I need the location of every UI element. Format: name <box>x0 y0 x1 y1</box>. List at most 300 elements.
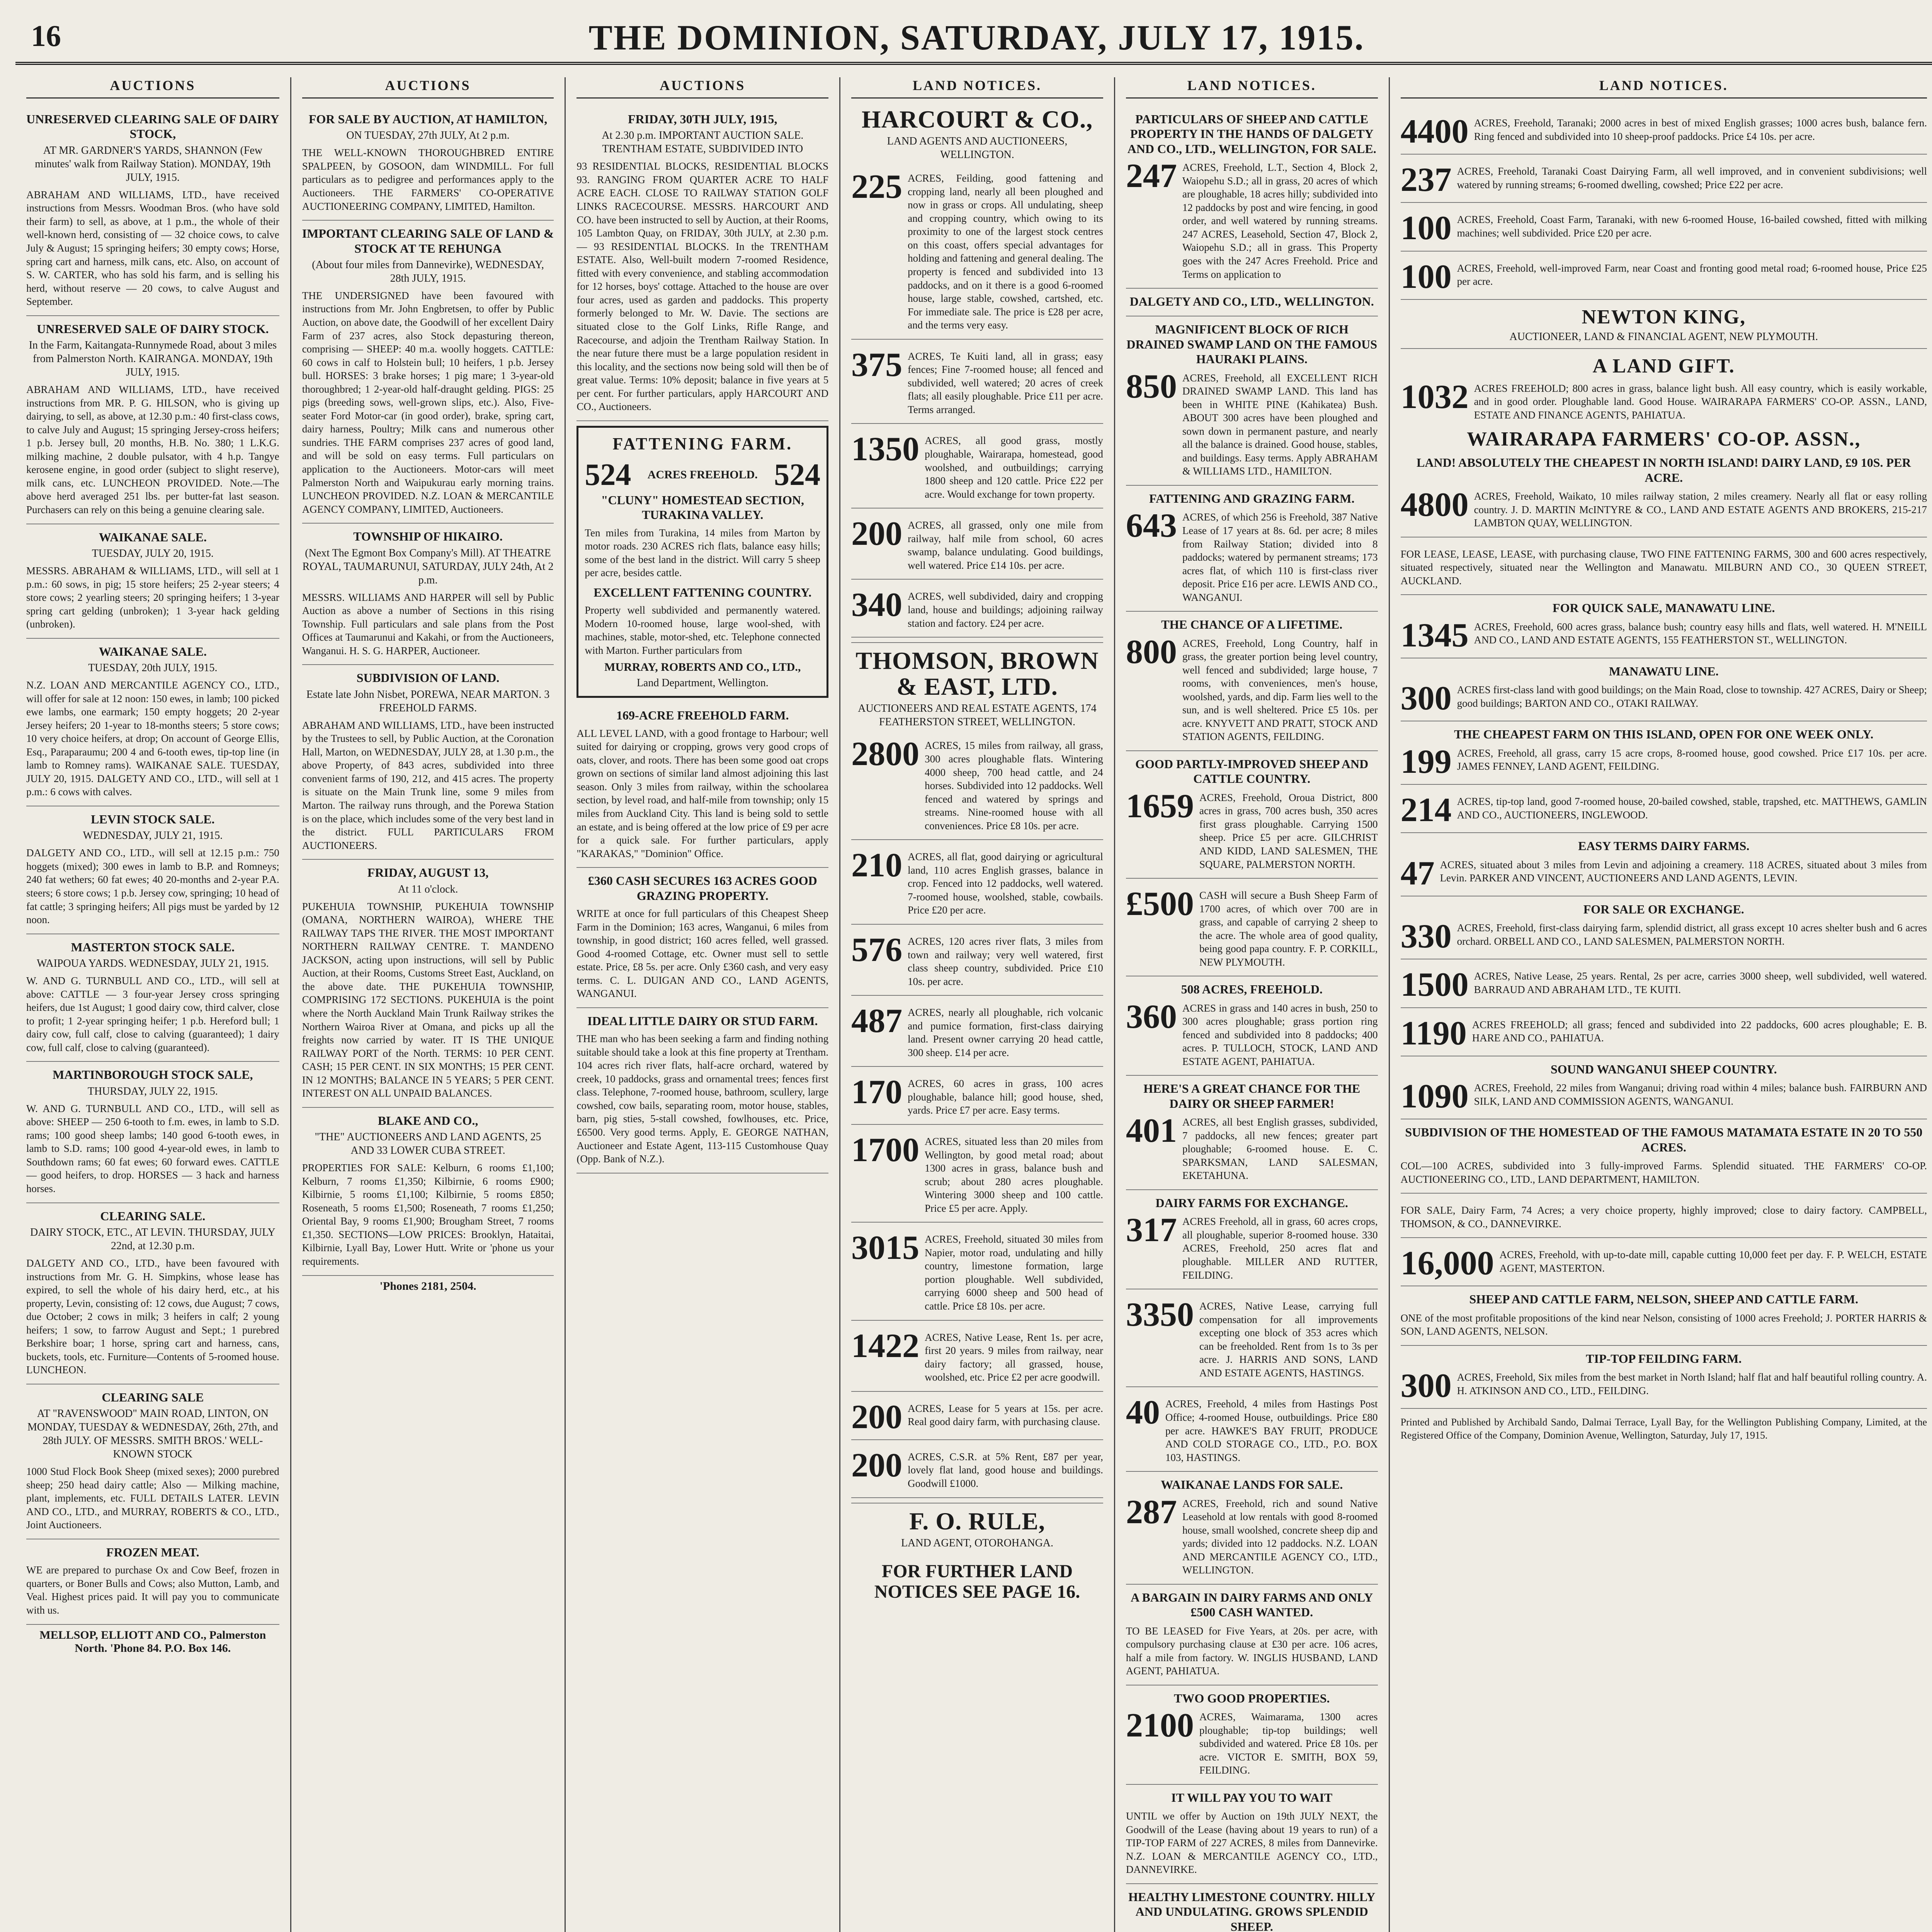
fattening-farm-ad <box>577 426 828 698</box>
listing-text: FOR LEASE, LEASE, LEASE, with purchasing clause, TWO FINE FATTENING FARMS, 300 and 600 acres respectively, situated respectively, situated near the Wellington and Manawatu. MILBURN AND CO., 30 QUEEN STREET, AUCKLAND. <box>1400 548 1927 587</box>
listing-item <box>1401 833 1927 896</box>
listing-item <box>1126 486 1378 612</box>
firm-description: AUCTIONEERS AND REAL ESTATE AGENTS, 174 FEATHERSTON STREET, WELLINGTON. <box>858 702 1097 728</box>
listing-text: ACRES, Freehold, situated 30 miles from Napier, motor road, undulating and hilly country, limestone formation, large portion ploughable. Well subdivided, carrying 6000 sheep and 500 head of cattle. Price £8 10s. per acre. <box>925 1233 1103 1312</box>
acreage-number: 200 <box>851 1446 903 1484</box>
ad-body: DALGETY AND CO., LTD., have been favoured with instructions from Mr. G. H. Simpkins, whose lease has expired, to sell the whole of his dairy herd, etc., at his property, Levin, consisting of: 12 cows, due August; 7 cows, due October; 2 cows in milk; 3 heifers in calf; 2 young heifers; 1 sow, to farrow August and Sept.; 1 purebred Berkshire boar; 1 horse, spring cart and harness, cans, buckets, tools, etc. Furniture—Contents of 5-roomed house. LUNCHEON. <box>26 1257 279 1376</box>
listing-row <box>851 735 1103 832</box>
acreage-number: 3015 <box>851 1229 920 1267</box>
ad-heading: BLAKE AND CO., <box>378 1113 478 1128</box>
acreage-number: 170 <box>851 1073 903 1111</box>
acreage-number: 1032 <box>1400 378 1469 416</box>
listing-row <box>1400 113 1927 150</box>
ad-list <box>577 702 828 1173</box>
listing-item <box>1401 959 1927 1008</box>
listing-item <box>851 1392 1103 1440</box>
listing-row <box>851 168 1103 332</box>
ad-heading: FATTENING FARM. <box>612 434 793 453</box>
listing-item <box>851 925 1103 996</box>
listing-text: ACRES, Freehold, Six miles from the best market in North Island; half flat and half beautiful rolling country. A. H. ATKINSON AND CO., LTD., FEILDING. <box>1457 1371 1927 1396</box>
column-heading: AUCTIONS <box>26 77 279 99</box>
listing-item <box>1126 1785 1378 1884</box>
listing-heading: DAIRY FARMS FOR EXCHANGE. <box>1155 1196 1348 1210</box>
listing-item <box>1126 1076 1378 1190</box>
listing-text: ACRES, Native Lease, carrying full compensation for all improvements excepting one block of 353 acres which can be freeholded. Rent from 1s to 3s per acre. J. HARRIS AND SONS, LAND AND ESTATE AGENTS, HASTINGS. <box>1199 1300 1378 1379</box>
listing-item <box>851 1440 1103 1498</box>
ad-heading: CLEARING SALE. <box>100 1209 206 1223</box>
listing-text: ACRES FREEHOLD; all grass; fenced and subdivided into 22 paddocks, 600 acres ploughable; E. B. HARE AND CO., PAHIATUA. <box>1472 1019 1927 1044</box>
listing-row <box>1400 616 1927 654</box>
ad-subheading: In the Farm, Kaitangata-Runnymede Road, about 3 miles from Palmerston North. KAIRANGA. MONDAY, 19th JULY, 1915. <box>29 339 277 379</box>
ad-subheading: THURSDAY, JULY 22, 1915. <box>87 1085 218 1097</box>
listing-row <box>851 1073 1103 1117</box>
listing-item <box>1401 252 1927 300</box>
acreage-number: 16,000 <box>1400 1245 1494 1282</box>
acreage-number: 100 <box>1400 209 1452 247</box>
listing-row <box>851 346 1103 417</box>
auction-ad <box>577 868 828 1008</box>
acreage-number: 3350 <box>1126 1296 1194 1334</box>
ad-body: ABRAHAM AND WILLIAMS, LTD., have been instructed by the Trustees to sell, by Public Auction, at the Coronation Hall, Marton, on WEDNESDAY, JULY 28, at 1.30 p.m., the above Property, of 843 acres, subdivided into three convenient farms of 190, 212, and 415 acres. The property is situate on the Main Trunk line, some 9 miles from Marton. The railway runs through, and the Porewa Station is on the place, which includes some of the very best land in the district. FULL PARTICULARS FROM AUCTIONEERS. <box>302 719 554 851</box>
firm-name: HARCOURT & CO., <box>861 105 1093 133</box>
ad-subheading: WEDNESDAY, JULY 21, 1915. <box>83 830 223 842</box>
ad-heading: A LAND GIFT. <box>1592 355 1735 378</box>
listing-text: ACRES, all flat, good dairying or agricultural land, 110 acres English grasses, balance in crop. Fenced into 12 paddocks, well watered. 7-roomed house, woolshed, stable, cowbails. Price £20 per acre. <box>908 851 1103 916</box>
auction-ad <box>26 524 279 639</box>
listing-item <box>1126 1190 1378 1289</box>
listing-row <box>1126 157 1378 281</box>
listing-item <box>1401 1346 1927 1409</box>
listing-text: ACRES, 60 acres in grass, 100 acres ploughable, balance hill; good house, shed, yards. Price £7 per acre. Easy terms. <box>908 1078 1103 1116</box>
listing-heading: PARTICULARS OF SHEEP AND CATTLE PROPERTY IN THE HANDS OF DALGETY AND CO., LTD., WELLINGTON, FOR SALE. <box>1127 112 1376 156</box>
ad-subheading: WAIPOUA YARDS. WEDNESDAY, JULY 21, 1915. <box>37 957 269 970</box>
listing-heading: MANAWATU LINE. <box>1609 664 1719 678</box>
listing-row <box>1401 1159 1927 1186</box>
listing-text: ACRES, Freehold, with up-to-date mill, capable cutting 10,000 feet per day. F. P. WELCH, ESTATE AGENT, MASTERTON. <box>1499 1249 1927 1274</box>
ad-heading: 169-ACRE FREEHOLD FARM. <box>616 708 789 723</box>
listing-text: ACRES, Freehold, well-improved Farm, near Coast and fronting good metal road; 6-roomed house, Price £25 per acre. <box>1457 262 1927 287</box>
listing-heading: A BARGAIN IN DAIRY FARMS AND ONLY £500 CASH WANTED. <box>1131 1590 1373 1619</box>
listing-row <box>1400 966 1927 1004</box>
advertiser-address: Land Department, Wellington. <box>636 677 769 689</box>
firm-description: LAND AGENT, OTOROHANGA. <box>901 1537 1054 1549</box>
listing-list <box>1401 106 1927 300</box>
listing-row <box>851 1398 1103 1436</box>
ad-heading: WAIKANAE SALE. <box>99 644 207 658</box>
ad-subheading: "THE" AUCTIONEERS AND LAND AGENTS, 25 AND 33 LOWER CUBA STREET. <box>315 1131 541 1157</box>
listing-text: ACRES, Freehold, Taranaki; 2000 acres in best of mixed English grasses; 1000 acres bush, balance fern. Ring fenced and subdivided into 10 sheep-proof paddocks. Price £4 10s. per acre. <box>1474 117 1927 142</box>
listing-text: ONE of the most profitable propositions of the kind near Nelson, consisting of 1000 acres Freehold; J. PORTER HARRIS & SON, LAND AGENTS, NELSON. <box>1400 1312 1927 1337</box>
acreage-number: 1422 <box>851 1327 920 1365</box>
ad-body: THE man who has been seeking a farm and finding nothing suitable should take a look at this fine property at Trentham. 104 acres rich river flats, half-acre orchard, watered by creek, 10 paddocks, grass and ornamental trees; fences first class. Telephone, 7-roomed house, bathroom, scullery, large cowshed, cow bails, separating room, motor house, stables, barn, pig sties, 5-stall cowshed, fowlhouses, etc. Price, £6500. Very good terms. Apply, E. GEORGE NATHAN, Auctioneer and Estate Agent, 113-115 Customhouse Quay (Opp. Bank of N.Z.). <box>577 1033 829 1165</box>
listing-text: ACRES, all grassed, only one mile from railway, half mile from school, 60 acres swamp, balance undulating. Good buildings, well watered. Price £14 10s. per acre. <box>908 519 1103 571</box>
acreage-number: 214 <box>1400 791 1452 829</box>
listing-row <box>851 515 1103 572</box>
listing-item <box>1400 378 1927 422</box>
firm-name: NEWTON KING, <box>1582 306 1746 328</box>
listing-item <box>1401 1286 1927 1345</box>
auction-ad <box>577 702 828 868</box>
acreage-number: 1659 <box>1126 787 1194 825</box>
acreage-number: 2800 <box>851 735 920 773</box>
listing-row <box>1126 507 1378 604</box>
listing-row <box>1126 1810 1378 1876</box>
ad-body: W. AND G. TURNBULL AND CO., LTD., will sell as above: SHEEP — 250 6-tooth to f.m. ewes, in lamb to S.D. rams; 100 good sheep lambs; 140 good 6-tooth ewes, in lamb to S.D. rams; 100 good 4-year-old ewes, in lamb to Southdown rams; 60 fat ewes; 60 forward ewes. CATTLE — good heifers, to drop. HORSES — 3 hack and harness horses. <box>26 1102 279 1195</box>
ad-body: ALL LEVEL LAND, with a good frontage to Harbour; well suited for dairying or cropping, grows very good crops of oats, clover, and roots. There has been some good oat crops grown on sections of similar land almost adjoining this last season. Only 3 miles from railway, within the schoolarea section, by level road, and half-mile from township; only 15 miles from Auckland City. This land is being sold to settle an estate, and is being offered at the low price of £9 per acre for a quick sale. For further particulars, apply "KARAKAS," "Dominion" Office. <box>577 727 829 859</box>
listing-row <box>1126 1394 1378 1464</box>
column-1 <box>15 77 290 1932</box>
auction-ad <box>302 106 554 221</box>
listing-row <box>1126 787 1378 871</box>
listing-row <box>1400 918 1927 956</box>
auction-ad <box>26 316 279 524</box>
acreage-number: 524 <box>774 457 821 492</box>
listing-item <box>851 424 1103 509</box>
acreage-number: 199 <box>1400 743 1452 781</box>
ad-body: WE are prepared to purchase Ox and Cow Beef, frozen in quarters, or Boner Bulls and Cows; also Mutton, Lamb, and Veal. Highest prices paid. It will pay you to communicate with us. <box>26 1564 279 1616</box>
listing-text: ACRES, of which 256 is Freehold, 387 Native Lease of 17 years at 8s. 6d. per acre; 8 miles from Railway Station; divided into 8 paddocks; watered by permanent streams; 173 acres flat, of which 110 is first-class river deposit. Price £16 per acre. LEWIS AND CO., WANGANUI. <box>1182 511 1378 603</box>
listing-item <box>1401 203 1927 251</box>
auction-ad <box>26 639 279 806</box>
auction-ad <box>26 1539 279 1625</box>
column-3 <box>565 77 839 1932</box>
listing-row <box>1400 486 1927 530</box>
auction-ad <box>26 806 279 934</box>
auction-ad <box>577 106 828 421</box>
acreage-number: 643 <box>1126 507 1177 545</box>
ad-subheading: AT MR. GARDNER'S YARDS, SHANNON (Few minutes' walk from Railway Station). MONDAY, 19th JULY, 1915. <box>35 144 271 184</box>
listing-item <box>1401 595 1927 658</box>
acreage-number: 100 <box>1400 258 1452 296</box>
ad-heading: FRIDAY, AUGUST 13, <box>367 866 489 880</box>
acreage-number: 1350 <box>851 430 920 468</box>
auction-ad <box>302 524 554 665</box>
acreage-number: 200 <box>851 1398 903 1436</box>
acreage-number: 1345 <box>1400 616 1469 654</box>
listing-item <box>1401 155 1927 203</box>
listing-text: ACRES, Freehold, Waikato, 10 miles railway station, 2 miles creamery. Nearly all flat or easy rolling country. J. D. MARTIN McINTYRE & CO., LAND AND ESTATE AGENTS AND BROKERS, 215-217 LAMBTON QUAY, WELLINGTON. <box>1474 490 1927 529</box>
listing-heading: THE CHANCE OF A LIFETIME. <box>1161 617 1343 632</box>
ad-heading: FOR SALE BY AUCTION, AT HAMILTON, <box>308 112 548 126</box>
listing-row <box>851 1446 1103 1490</box>
listing-heading: WAIKANAE LANDS FOR SALE. <box>1161 1478 1343 1492</box>
ad-heading: WAIKANAE SALE. <box>99 530 207 544</box>
firm-name: THOMSON, BROWN & EAST, LTD. <box>855 647 1099 701</box>
listing-list <box>851 729 1103 1498</box>
listing-text: ACRES, Freehold, rich and sound Native Leasehold at low rentals with good 8-roomed house, small woolshed, concrete sheep dip and yards; divided into 12 paddocks. N.Z. LOAN AND MERCANTILE AGENCY CO., LTD., WELLINGTON. <box>1182 1497 1378 1576</box>
listing-item <box>1401 450 1927 537</box>
acreage-number: 340 <box>851 586 903 624</box>
auction-ad <box>302 665 554 860</box>
listing-item <box>1401 106 1927 155</box>
acreage-number: £500 <box>1126 885 1194 923</box>
ad-body: THE UNDERSIGNED have been favoured with instructions from Mr. John Engbretsen, to offer by Public Auction, on above date, the Goodwill of her excellent Dairy Farm of 237 acres, also Stock depasturing thereon, comprising — SHEEP: 40 m.a. woolly hoggets. CATTLE: 60 cows in calf to Holstein bull; 10 heifers, 1 p.b. Jersey bull. HORSES: 3 brake horses; 1 pig mare; 1 3-year-old thoroughbred; 1 2-year-old half-draught gelding. PIGS: 25 pigs (breeding sows, well-grown slips, etc.). Also, Five-seater Ford Motor-car (in good order), brake, spring cart, dairy harness, Poultry; Milk cans and numerous other sundries. THE FARM comprises 237 acres of good land, and will be sold on easy terms. Full particulars on application to the Auctioneers. Motor-cars will meet Palmerston North and Waipukurau early morning trains. LUNCHEON PROVIDED. N.Z. LOAN & MERCANTILE AGENCY COMPANY, LIMITED, Auctioneers. <box>302 289 554 515</box>
auction-ad <box>302 860 554 1108</box>
listing-row <box>1126 1707 1378 1777</box>
listing-text: CASH will secure a Bush Sheep Farm of 1700 acres, of which over 700 are in grass, and capable of carrying 2 sheep to the acre. The whole area of good quality, being good papa country. F. P. CORKILL, NEW PLYMOUTH. <box>1199 889 1378 968</box>
listing-heading: SHEEP AND CATTLE FARM, NELSON, SHEEP AND CATTLE FARM. <box>1469 1292 1859 1306</box>
listing-heading: DALGETY AND CO., LTD., WELLINGTON. <box>1129 294 1374 309</box>
firm-description: AUCTIONEER, LAND & FINANCIAL AGENT, NEW PLYMOUTH. <box>1509 331 1818 343</box>
listing-item <box>851 1125 1103 1223</box>
listing-text: ACRES, Freehold, all grass, carry 15 acre crops, 8-roomed house, good cowshed. Price £17 10s. per acre. JAMES FENNEY, LAND AGENT, FEILDING. <box>1457 747 1927 772</box>
see-also-notice: FOR FURTHER LAND NOTICES SEE PAGE 16. <box>874 1561 1080 1602</box>
listing-heading: TWO GOOD PROPERTIES. <box>1174 1691 1330 1705</box>
ad-heading: FRIDAY, 30TH JULY, 1915, <box>628 112 777 126</box>
auction-ad <box>26 106 279 316</box>
ad-subheading: At 11 o'clock. <box>398 883 458 895</box>
listing-text: ACRES, Freehold, 22 miles from Wanganui; driving road within 4 miles; balance bush. FAIRBURN AND SILK, LAND AND COMMISSION AGENTS, WANGANUI. <box>1474 1082 1927 1107</box>
listing-row <box>1400 743 1927 781</box>
listing-item <box>851 1067 1103 1125</box>
acreage-number: 2100 <box>1126 1707 1194 1745</box>
listing-text: ACRES, tip-top land, good 7-roomed house, 20-bailed cowshed, stable, trapshed, etc. MATTHEWS, GAMLIN AND CO., AUCTIONEERS, INGLEWOOD. <box>1457 795 1927 821</box>
listing-heading: LAND! ABSOLUTELY THE CHEAPEST IN NORTH ISLAND! DAIRY LAND, £9 10S. PER ACRE. <box>1417 456 1911 485</box>
acreage-number: 576 <box>851 931 903 969</box>
listing-text: ACRES, 120 acres river flats, 3 miles from town and railway; very well watered, first class sheep country, subdivided. Price £10 10s. per acre. <box>908 935 1103 987</box>
acreage-row <box>585 457 820 493</box>
column-2 <box>290 77 565 1932</box>
acreage-number: 850 <box>1126 367 1177 405</box>
listing-item <box>1401 1194 1927 1238</box>
listing-row <box>1400 209 1927 247</box>
acreage-number: 800 <box>1126 633 1177 671</box>
ad-list <box>302 106 554 1276</box>
listing-row <box>1126 367 1378 478</box>
listing-item <box>851 509 1103 580</box>
newspaper-title: THE DOMINION, SATURDAY, JULY 17, 1915. <box>588 18 1365 57</box>
listing-text: ACRES in grass and 140 acres in bush, 250 to 300 acres ploughable; grass portion ring fenced and subdivided into 8 paddocks; 400 acres. P. TULLOCH, STOCK, LAND AND ESTATE AGENT, PAHIATUA. <box>1182 1002 1378 1067</box>
ad-subheading: TUESDAY, 20th JULY, 1915. <box>88 662 218 674</box>
ad-heading: CLEARING SALE <box>102 1390 204 1404</box>
listing-text: ACRES, all good grass, mostly ploughable, Wairarapa, homestead, good woolshed, and outbuildings; carrying 1800 sheep and 120 cattle. Price £22 per acre. Would exchange for town property. <box>925 435 1103 500</box>
listing-heading: SOUND WANGANUI SHEEP COUNTRY. <box>1550 1062 1777 1076</box>
listing-heading: THE CHEAPEST FARM ON THIS ISLAND, OPEN FOR ONE WEEK ONLY. <box>1454 727 1874 742</box>
listing-text: TO BE LEASED for Five Years, at 20s. per acre, with compulsory purchasing clause at £30 per acre. 106 acres, half a mile from factory. W. INGLIS HUSBAND, LAND AGENT, PAHIATUA. <box>1126 1625 1378 1677</box>
listing-item <box>1401 658 1927 722</box>
listing-text: ACRES, Freehold, Oroua District, 800 acres in grass, 700 acres bush, 350 acres first grass ploughable. Carrying 1500 sheep. Price £5 per acre. GILCHRIST AND KIDD, LAND SALESMEN, THE SQUARE, PALMERSTON NORTH. <box>1199 791 1378 870</box>
listing-heading: IT WILL PAY YOU TO WAIT <box>1171 1790 1333 1804</box>
listing-row <box>1400 1078 1927 1116</box>
acreage-number: 1190 <box>1400 1014 1467 1052</box>
acreage-number: 4400 <box>1400 113 1469 150</box>
column-5 <box>1114 77 1389 1932</box>
listing-text: ACRES, situated about 3 miles from Levin and adjoining a creamery. 118 ACRES, situated about 3 miles from Levin. PARKER AND VINCENT, AUCTIONEERS AND LAND AGENTS, LEVIN. <box>1440 859 1927 884</box>
acreage-number: 300 <box>1400 1367 1452 1405</box>
listing-heading: FOR SALE OR EXCHANGE. <box>1583 902 1744 916</box>
listing-row <box>1400 791 1927 829</box>
listing-text: ACRES, Native Lease, Rent 1s. per acre, first 20 years. 9 miles from railway, near dairy factory; all grassed, house, woolshed, etc. Price £2 per acre goodwill. <box>925 1331 1103 1383</box>
listing-row <box>1401 1311 1927 1338</box>
listing-item <box>1126 612 1378 751</box>
ad-list <box>26 106 279 1625</box>
column-6 <box>1389 77 1932 1932</box>
column-4 <box>839 77 1114 1932</box>
acreage-number: 317 <box>1126 1211 1177 1249</box>
listing-text: ACRES, C.S.R. at 5% Rent, £87 per year, lovely flat land, good house and buildings. Goodwill £1000. <box>908 1451 1103 1490</box>
acreage-number: 1700 <box>851 1131 920 1169</box>
listing-row <box>1126 1296 1378 1379</box>
ad-subheading: EXCELLENT FATTENING COUNTRY. <box>594 585 812 599</box>
listing-item <box>1401 785 1927 833</box>
auction-ad <box>26 1384 279 1539</box>
listing-item <box>1401 1008 1927 1056</box>
listing-row <box>1126 885 1378 969</box>
listing-text: ACRES first-class land with good buildings; on the Main Road, close to township. 427 ACRES, Dairy or Sheep; good buildings; BARTON AND CO., OTAKI RAILWAY. <box>1457 684 1927 709</box>
listing-list <box>1401 450 1927 1409</box>
listing-item <box>1401 537 1927 595</box>
ad-body: ABRAHAM AND WILLIAMS, LTD., have received instructions from MR. P. G. HILSON, who is giving up dairying, to sell, as above, at 12.30 p.m.: 40 first-class cows, to calve July and August; 15 springing Jersey-cross heifers; 1 p.b. Jersey bull, 20 months, H.B. No. 380; 1 L.K.G. milking machine, 2 double pulsator, with 4 h.p. Tangye kerosene engine, in good order (subject to slight reserve), milk cans, etc. LUNCHEON PROVIDED. Note.—The above herd averaged 251 lbs. per butter-fat last season. Purchasers can rely on this being a genuine clearing sale. <box>26 384 279 516</box>
acreage-number: 1090 <box>1400 1078 1469 1116</box>
listing-item <box>1126 879 1378 976</box>
acreage-number: 360 <box>1126 998 1177 1036</box>
listing-heading: 508 ACRES, FREEHOLD. <box>1181 982 1323 997</box>
firm-description: LAND AGENTS AND AUCTIONEERS, WELLINGTON. <box>887 135 1068 161</box>
listing-text: UNTIL we offer by Auction on 19th JULY NEXT, the Goodwill of the Lease (having about 19 years to run) of a TIP-TOP FARM of 227 ACRES, 8 miles from Dannevirke. N.Z. LOAN & MERCANTILE AGENCY CO., LTD., DANNEVIRKE. <box>1126 1810 1378 1876</box>
listing-item <box>851 340 1103 424</box>
ad-body: MESSRS. WILLIAMS AND HARPER will sell by Public Auction as above a number of Sections in this rising Township. Full particulars and sale plans from the Post Offices at Taumarunui and Kakahi, or from the Auctioneers, Wanganui. H. S. G. HARPER, Auctioneer. <box>302 591 554 656</box>
column-heading: LAND NOTICES. <box>851 77 1103 99</box>
listing-heading: FOR QUICK SALE, MANAWATU LINE. <box>1553 601 1775 615</box>
listing-item <box>851 1321 1103 1392</box>
acreage-label: ACRES FREEHOLD. <box>647 468 758 481</box>
ad-body: WRITE at once for full particulars of this Cheapest Sheep Farm in the Dominion; 163 acres, Wanganui, 6 miles from township, in good district; 160 acres felled, well grassed. Good 4-roomed Cottage, etc. Owner must sell to settle estate. Price, £8 5s. per acre. Only £360 cash, and very easy terms. C. L. DUIGAN AND CO., LAND AGENTS, WANGANUI. <box>577 907 829 1000</box>
listing-text: COL—100 ACRES, subdivided into 3 fully-improved Farms. Splendid situated. THE FARMERS' CO-OP. AUCTIONEERING CO., LTD., LAND DEPARTMENT, HAMILTON. <box>1400 1160 1927 1185</box>
listing-item <box>1126 1685 1378 1785</box>
listing-heading: GOOD PARTLY-IMPROVED SHEEP AND CATTLE COUNTRY. <box>1135 757 1369 786</box>
listing-row <box>1401 548 1927 588</box>
listing-row <box>851 430 1103 501</box>
advertiser-footer: 'Phones 2181, 2504. <box>379 1279 476 1293</box>
ad-heading: SUBDIVISION OF LAND. <box>356 671 500 685</box>
page-columns <box>15 77 1932 1932</box>
listing-row <box>1126 1624 1378 1678</box>
listing-text: ACRES, nearly all ploughable, rich volcanic and pumice formation, first-class dairying land. Present owner carrying 20 head cattle, 300 sheep. £14 per acre. <box>908 1007 1103 1058</box>
ad-body: MESSRS. ABRAHAM & WILLIAMS, LTD., will sell at 1 p.m.: 60 sows, in pig; 15 store heifers; 25 2-year steers; 4 store cows; 2 yearling steers; 20 springing heifers; 1 3-year spring cart gelding (unbroken); 1 3-year hack gelding (unbroken). <box>26 565 279 630</box>
ad-subheading: "CLUNY" HOMESTEAD SECTION, TURAKINA VALLEY. <box>601 493 804 522</box>
listing-text: ACRES FREEHOLD; 800 acres in grass, balance light bush. All easy country, which is easily workable, and in good order. Ploughable land. Good House. WAIRARAPA FARMERS' CO-OP. ASSN., LAND, ESTATE AND FINANCE AGENTS, PAHIATUA. <box>1474 382 1927 421</box>
listing-heading: TIP-TOP FEILDING FARM. <box>1586 1351 1742 1366</box>
ad-heading: MASTERTON STOCK SALE. <box>71 940 235 954</box>
ad-body: PROPERTIES FOR SALE: Kelburn, 6 rooms £1,100; Kelburn, 7 rooms £1,350; Kilbirnie, 6 rooms £900; Kilbirnie, 5 rooms £1,100; Kilbirnie, 5 rooms £850; Roseneath, 5 rooms £1,500; Roseneath, 7 rooms £1,250; Oriental Bay, 9 rooms £1,900; Brougham Street, 7 rooms £1,350. SECTIONS—LOW PRICES: Brooklyn, Hataitai, Kilbirnie, Lyall Bay, Lower Hutt. Write or 'phone us your requirements. <box>302 1162 554 1267</box>
listing-text: ACRES, all best English grasses, subdivided, 7 paddocks, all new fences; greater part ploughable; 6-roomed house. E. C. SPARKSMAN, LAND SALESMAN, EKETAHUNA. <box>1182 1116 1378 1182</box>
listing-row <box>1400 1014 1927 1052</box>
acreage-number: 237 <box>1400 161 1452 199</box>
listing-item <box>851 996 1103 1067</box>
ad-subheading: (About four miles from Dannevirke), WEDNESDAY, 28th JULY, 1915. <box>312 259 544 284</box>
listing-text: ACRES, Freehold, L.T., Section 4, Block 2, Waiopehu S.D.; all in grass, 20 acres of which are ploughable, 18 acres hilly; subdivided into 12 paddocks by post and wire fencing, in good order, and well watered by running streams. 247 ACRES, Leasehold, Section 47, Block 2, Waiopehu S.D.; all in grass. This Property goes with the 247 Acres Freehold. Price and Terms on application to <box>1182 162 1378 280</box>
ad-subheading: TUESDAY, JULY 20, 1915. <box>92 547 214 560</box>
listing-heading: MAGNIFICENT BLOCK OF RICH DRAINED SWAMP LAND ON THE FAMOUS HAURAKI PLAINS. <box>1126 322 1378 366</box>
listing-item <box>851 729 1103 840</box>
column-heading: LAND NOTICES. <box>1401 77 1927 99</box>
listing-item <box>1126 751 1378 879</box>
ad-heading: TOWNSHIP OF HIKAIRO. <box>353 529 503 544</box>
listing-text: ACRES, Te Kuiti land, all in grass; easy fences; Fine 7-roomed house; all fenced and subdivided, well watered; 20 acres of creek flats; all easily ploughable. Price £11 per acre. Terms arranged. <box>908 350 1103 415</box>
listing-item <box>1126 1585 1378 1685</box>
listing-text: ACRES, well subdivided, dairy and cropping land, house and buildings; adjoining railway station and factory. £24 per acre. <box>908 590 1103 629</box>
ad-subheading: DAIRY STOCK, ETC., AT LEVIN. THURSDAY, JULY 22nd, at 12.30 p.m. <box>30 1226 276 1252</box>
listing-heading: HEALTHY LIMESTONE COUNTRY. HILLY AND UNDULATING. GROWS SPLENDID SHEEP. <box>1128 1890 1376 1932</box>
ad-heading: £360 CASH SECURES 163 ACRES GOOD GRAZING PROPERTY. <box>588 874 817 903</box>
listing-text: ACRES, situated less than 20 miles from Wellington, by good metal road; about 1300 acres in grass, balance bush and scrub; about 280 acres ploughable. Wintering 3000 sheep and 100 cattle. Price £5 per acre. Apply. <box>925 1136 1103 1214</box>
listing-item <box>851 1223 1103 1320</box>
ad-subheading: ON TUESDAY, 27th JULY, At 2 p.m. <box>346 129 510 142</box>
column-heading: AUCTIONS <box>577 77 828 99</box>
ad-body: Ten miles from Turakina, 14 miles from Marton by motor roads. 230 ACRES rich flats, balance easy hills; some of the best land in the district. Will carry 5 sheep per acre, besides cattle. <box>585 527 821 579</box>
listing-item <box>1126 106 1378 289</box>
auction-ad <box>26 934 279 1062</box>
ad-body: 93 RESIDENTIAL BLOCKS, RESIDENTIAL BLOCKS 93. RANGING FROM QUARTER ACRE TO HALF ACRE EACH. CLOSE TO RAILWAY STATION GOLF LINKS RACECOURSE. MESSRS. HARCOURT AND CO. have been instructed to sell by Auction, at their Rooms, 105 Lambton Quay, on FRIDAY, 30th JULY, at 2.30 p.m. — 93 RESIDENTIAL BLOCKS. In the TRENTHAM ESTATE. Also, Well-built modern 7-roomed Residence, fitted with every convenience, and stabling accommodation for 12 horses, boys' cottage. Attached to the house are over four acres, used as garden and paddocks. This property formerly belonged to Mr. W. Davie. The sections are situated close to the Golf Links, Rifle Range, and Racecourse, and adjoin the Trentham Railway Station. In the near future there must be a large population resident in this locality, and the sections now being sold will then be of great value. Terms: 10% deposit; balance in five years at 5 per cent. For further particulars, apply HARCOURT AND CO., Auctioneers. <box>577 160 829 413</box>
listing-text: ACRES, Lease for 5 years at 15s. per acre. Real good dairy farm, with purchasing clause. <box>908 1402 1103 1428</box>
listing-item <box>851 840 1103 925</box>
acreage-number: 487 <box>851 1002 903 1040</box>
listing-text: ACRES, Freehold, all EXCELLENT RICH DRAINED SWAMP LAND. This land has been in WHITE PINE (Kahikatea) Bush. ABOUT 300 acres have been ploughed and sown down in permanent pasture, and nearly all the balance is drained. Good house, stables, and buildings. Easy terms. Apply ABRAHAM & WILLIAMS LTD., HAMILTON. <box>1182 372 1378 477</box>
listing-item <box>1126 289 1378 316</box>
ad-subheading: (Next The Egmont Box Company's Mill). AT THEATRE ROYAL, TAUMARUNUI, SATURDAY, JULY 24th, At 2 p.m. <box>302 547 554 586</box>
firm-name: WAIRARAPA FARMERS' CO-OP. ASSN., <box>1467 428 1861 450</box>
listing-heading: EASY TERMS DAIRY FARMS. <box>1578 839 1750 853</box>
acreage-number: 210 <box>851 847 903 884</box>
firm-name: F. O. RULE, <box>909 1507 1045 1535</box>
listing-item <box>851 580 1103 638</box>
ad-body: W. AND G. TURNBULL AND CO., LTD., will sell at above: CATTLE — 3 four-year Jersey cross springing heifers, due 1st August; 1 good dairy cow, third calver, close to profit; 1 2-year springing heifer; 1 p.b. Hereford bull; 1 dairy cow, full calf, close to calving (guaranteed); 1 dairy cow, full calf, close to calving (guaranteed). <box>26 975 279 1053</box>
listing-text: FOR SALE, Dairy Farm, 74 Acres; a very choice property, highly improved; close to dairy factory. CAMPBELL, THOMSON, & CO., DANNEVIRKE. <box>1400 1204 1927 1230</box>
listing-item <box>1401 1119 1927 1194</box>
ad-body: DALGETY AND CO., LTD., will sell at 12.15 p.m.: 750 hoggets (mixed); 300 ewes in lamb to B.P. and Romneys; 240 fat wethers; 60 fat ewes; 40 20-months and 2-year P.A. steers; 6 store cows; 1 p.b. Jersey cow, springing; 10 head of fat cattle; 3 springing heifers; All pigs must be yarded by 12 noon. <box>26 847 279 926</box>
ad-list <box>577 106 828 421</box>
listing-row <box>1401 1204 1927 1230</box>
listing-heading: FATTENING AND GRAZING FARM. <box>1149 492 1355 506</box>
acreage-number: 40 <box>1126 1394 1160 1432</box>
ad-heading: FROZEN MEAT. <box>106 1545 199 1559</box>
acreage-number: 287 <box>1126 1493 1177 1531</box>
listing-row <box>851 1327 1103 1384</box>
listing-row <box>1400 1367 1927 1405</box>
listing-item <box>1126 1472 1378 1585</box>
column-heading: AUCTIONS <box>302 77 554 99</box>
ad-subheading: AT "RAVENSWOOD" MAIN ROAD, LINTON, ON MONDAY, TUESDAY & WEDNESDAY, 26th, 27th, and 28th JULY. OF MESSRS. SMITH BROS.' WELL-KNOWN STOCK <box>27 1408 278 1461</box>
listing-item <box>1126 1387 1378 1472</box>
auction-ad <box>26 1062 279 1203</box>
acreage-number: 330 <box>1400 918 1452 956</box>
listing-text: ACRES, Freehold, Taranaki Coast Dairying Farm, all well improved, and in convenient subdivisions; well watered by running streams; 6-roomed dwelling, cowshed; Price £22 per acre. <box>1457 165 1927 190</box>
advertiser-footer: MELLSOP, ELLIOTT AND CO., Palmerston North. 'Phone 84. P.O. Box 146. <box>39 1628 266 1655</box>
acreage-number: 524 <box>585 457 631 492</box>
listing-heading: SUBDIVISION OF THE HOMESTEAD OF THE FAMOUS MATAMATA ESTATE IN 20 TO 550 ACRES. <box>1405 1125 1923 1154</box>
masthead <box>15 15 1932 65</box>
auction-ad <box>302 221 554 524</box>
acreage-number: 300 <box>1400 680 1452 718</box>
listing-item <box>851 162 1103 340</box>
acreage-number: 200 <box>851 515 903 553</box>
auction-ad <box>577 1008 828 1173</box>
listing-text: ACRES, Freehold, 600 acres grass, balance bush; country easy hills and flats, well watered. H. M'NEILL AND CO., LAND AND ESTATE AGENTS, 155 FEATHERSTON ST., WELLINGTON. <box>1474 621 1927 646</box>
listing-text: ACRES, 15 miles from railway, all grass, 300 acres ploughable flats. Wintering 4000 sheep, 700 head cattle, and 24 horses. Subdivided into 12 paddocks. Well fenced and watered by springs and streams. Nine-roomed house with all conveniences. Price £8 10s. per acre. <box>925 740 1103 832</box>
listing-item <box>1126 976 1378 1076</box>
ad-body: Property well subdivided and permanently watered. Modern 10-roomed house, large wool-shed, with machines, stable, motor-shed, etc. Telephone connected with Marton. Further particulars from <box>585 604 821 656</box>
listing-row <box>1126 633 1378 743</box>
listing-row <box>1400 258 1927 296</box>
ad-heading: LEVIN STOCK SALE. <box>91 812 215 826</box>
acreage-number: 247 <box>1126 157 1177 195</box>
ad-heading: IDEAL LITTLE DAIRY OR STUD FARM. <box>587 1014 818 1028</box>
acreage-number: 4800 <box>1400 486 1469 524</box>
listing-item <box>1126 1884 1378 1932</box>
column-heading: LAND NOTICES. <box>1126 77 1378 99</box>
ad-body: N.Z. LOAN AND MERCANTILE AGENCY CO., LTD., will offer for sale at 12 noon: 150 ewes, in lamb; 100 picked ewe lambs, one earmark; 150 empty hoggets; 20 2-year Jersey heifers; 20 1-year to 18-months steers; 5 store cows; 10 very choice heifers, at drop; On account of George Ellis, Esq., Paraparaumu; 200 4 and 6-tooth ewes, tip-top line (in lamb to Romney rams). WAIKANAE SALE. TUESDAY, JULY 20, 1915. DALGETY AND CO., LTD., will sell at 1 p.m.: 6 cows with calves. <box>26 679 279 798</box>
acreage-number: 47 <box>1400 854 1435 892</box>
